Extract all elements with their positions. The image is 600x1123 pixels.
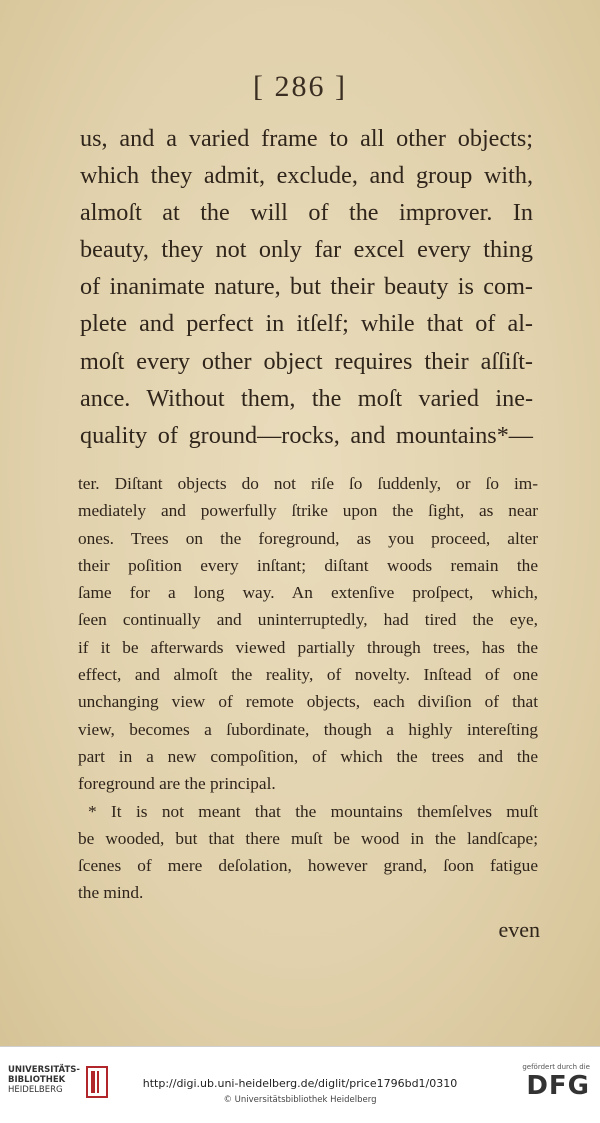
main-line: of inanimate nature, but their beauty is com- <box>80 273 533 301</box>
main-line: moſt every other object requires their aſſiſt- <box>80 347 533 375</box>
main-line: us, and a varied frame to all other objects; <box>80 125 533 152</box>
footnote-line-last: the mind. <box>78 883 144 903</box>
viewer-footer <box>0 1046 600 1123</box>
main-line: ance. Without them, the moſt varied ine- <box>80 384 533 412</box>
note-line: ſame for a long way. An extenſive proſpect, which, <box>78 583 538 603</box>
catchword: even <box>498 917 540 942</box>
main-line: quality of ground—rocks, and mountains*— <box>80 421 533 449</box>
note-line-last: foreground are the principal. <box>78 774 276 794</box>
main-line: beauty, they not only far excel every thing <box>80 236 533 264</box>
note-line: unchanging view of remote objects, each diviſion of that <box>78 692 538 712</box>
page-header: [ 286 ] <box>253 70 347 103</box>
note-line: mediately and powerfully ſtrike upon the ſight, as near <box>78 501 538 521</box>
dfg-mark: DFG <box>526 1071 590 1101</box>
page-url-link[interactable]: http://digi.ub.uni-heidelberg.de/diglit/price1796bd1/0310 <box>142 1077 458 1090</box>
main-line: plete and perfect in itſelf; while that of al- <box>80 310 533 338</box>
main-text <box>80 120 533 454</box>
dfg-logo[interactable] <box>522 1063 590 1099</box>
copyright-text: © Universitätsbibliothek Heidelberg <box>223 1095 377 1105</box>
logo-line: BIBLIOTHEK <box>8 1075 66 1085</box>
main-line: which they admit, exclude, and group with, <box>80 162 533 190</box>
logo-line: UNIVERSITÄTS- <box>8 1065 80 1075</box>
note-line: ſeen continually and uninterruptedly, had tired the eye, <box>78 610 538 630</box>
footnote-block <box>78 470 538 907</box>
note-line: if it be afterwards viewed partially through trees, has the <box>78 637 538 657</box>
footnote-line: * It is not meant that the mountains themſelves muſt <box>88 801 538 821</box>
note-line: view, becomes a ſubordinate, though a highly intereſting <box>78 719 538 739</box>
note-line: their poſition every inſtant; diſtant woods remain the <box>78 555 538 575</box>
funded-by-label: gefördert durch die <box>522 1063 590 1071</box>
footnote-line: be wooded, but that there muſt be wood in the landſcape; <box>78 828 538 848</box>
footnote-line: ſcenes of mere deſolation, however grand, ſoon fatigue <box>78 856 538 876</box>
note-line: ter. Diſtant objects do not riſe ſo ſuddenly, or ſo im- <box>78 474 538 493</box>
note-line: ones. Trees on the foreground, as you proceed, alter <box>78 528 538 548</box>
logo-line: HEIDELBERG <box>8 1085 63 1095</box>
main-line: almoſt at the will of the improver. In <box>80 199 533 227</box>
note-line: effect, and almoſt the reality, of novelty. Inſtead of one <box>78 665 538 685</box>
note-line: part in a new compoſition, of which the trees and the <box>78 746 538 766</box>
